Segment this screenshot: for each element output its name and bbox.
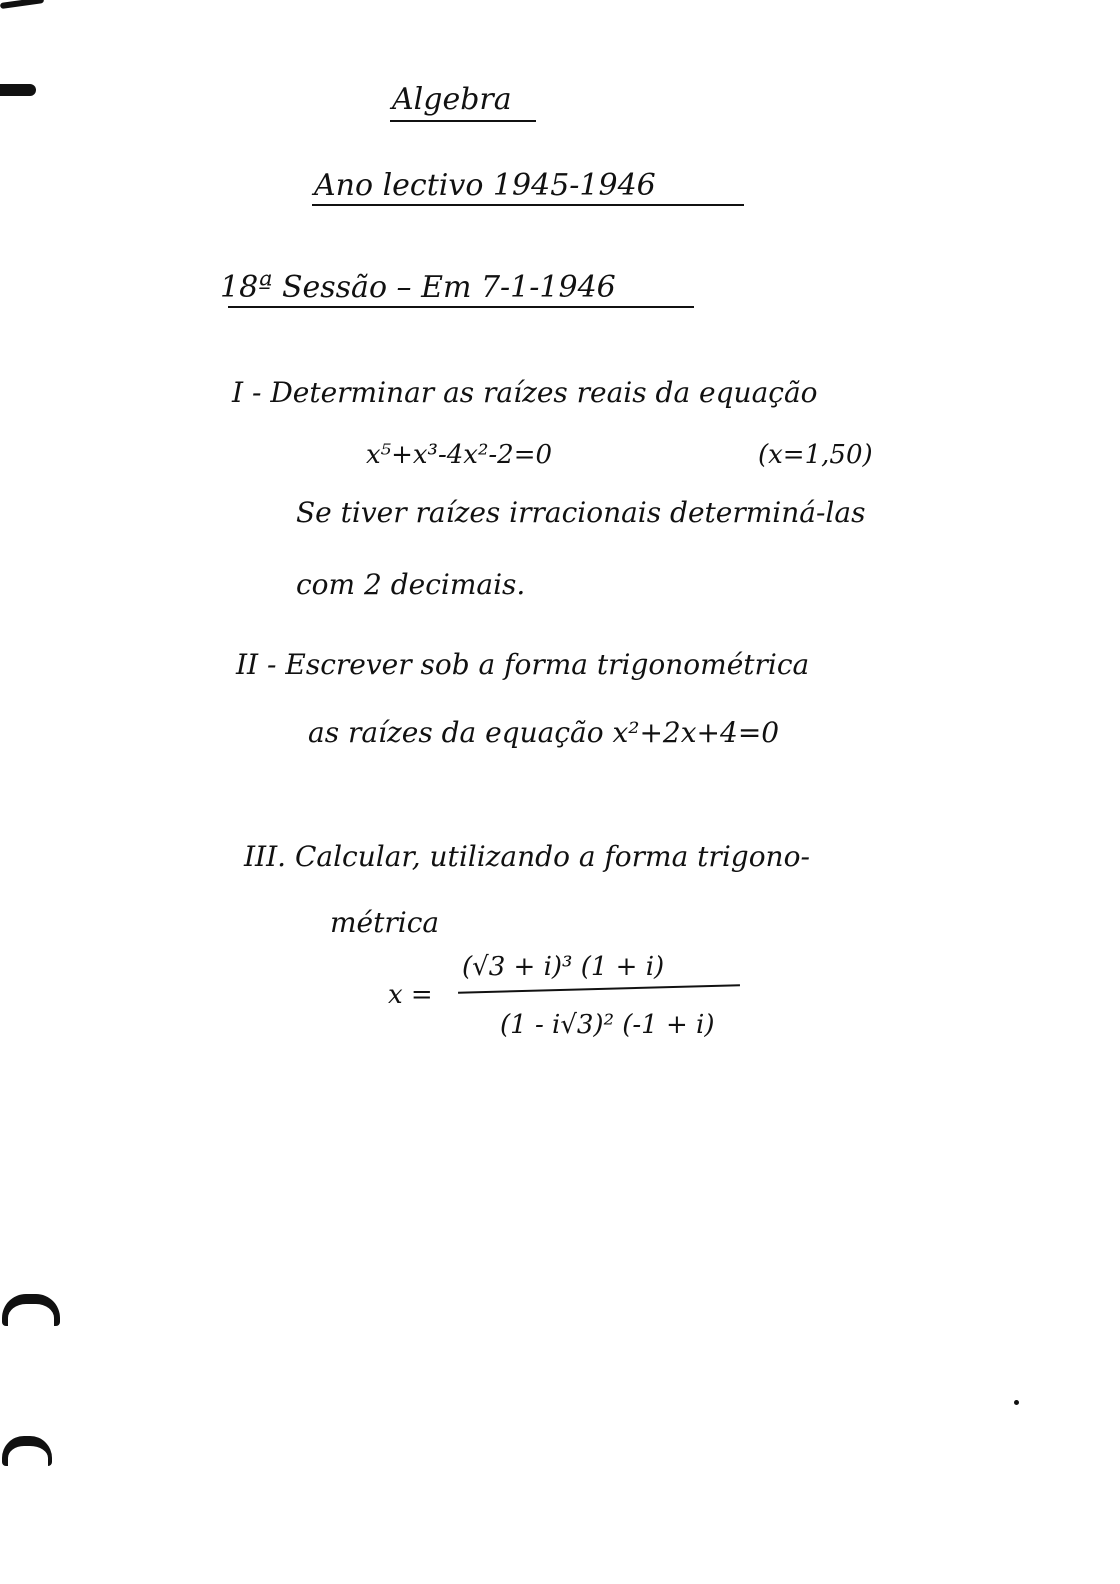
question-1-equation: x⁵+x³-4x²-2=0 <box>366 440 553 470</box>
question-1-condition: (x=1,50) <box>758 440 873 470</box>
punch-mark-top <box>0 0 44 9</box>
question-3-line-1: III. Calcular, utilizando a forma trigono- <box>244 840 810 873</box>
fraction-denominator: (1 - i√3)² (-1 + i) <box>500 1010 715 1040</box>
question-2-line-1: II - Escrever sob a forma trigonométrica <box>236 648 810 681</box>
question-1-line-2: Se tiver raízes irracionais determiná-las <box>296 496 866 529</box>
title-underline <box>390 120 536 122</box>
year-line: Ano lectivo 1945-1946 <box>314 168 656 203</box>
fraction-lhs: x = <box>388 980 433 1010</box>
fraction-bar <box>458 984 740 993</box>
year-underline <box>312 204 744 206</box>
question-1-line-3: com 2 decimais. <box>296 568 526 601</box>
question-1-line-1: I - Determinar as raízes reais da equação <box>232 376 818 409</box>
punch-mark-upper <box>0 84 36 96</box>
punch-mark-lower-2 <box>2 1436 52 1466</box>
session-underline <box>228 306 694 308</box>
question-2-line-2: as raízes da equação x²+2x+4=0 <box>308 716 780 749</box>
session-line: 18ª Sessão – Em 7-1-1946 <box>220 270 616 305</box>
punch-mark-lower-1 <box>2 1294 60 1326</box>
page-title: Algebra <box>392 82 512 117</box>
question-3-line-2: métrica <box>330 906 440 939</box>
speck-dot <box>1014 1400 1019 1405</box>
fraction-numerator: (√3 + i)³ (1 + i) <box>462 952 665 982</box>
